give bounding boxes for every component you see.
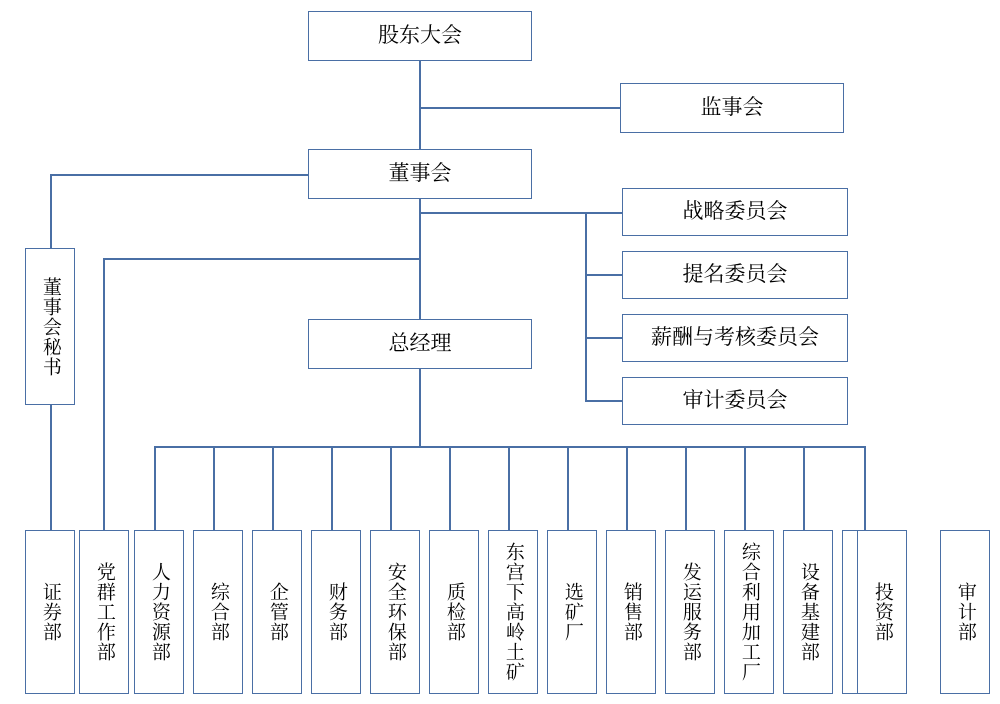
node-audit-dept[interactable]: 审计部 [940, 530, 990, 694]
connector-dept-drop [744, 446, 746, 530]
connector-committee-nomination [585, 274, 623, 276]
node-comprehensive-processing-plant[interactable]: 综合利用加工厂 [724, 530, 774, 694]
connector-dept-drop [567, 446, 569, 530]
node-logistics-dept[interactable]: 发运服务部 [665, 530, 715, 694]
node-board-of-directors[interactable]: 董事会 [308, 149, 532, 199]
node-finance-dept[interactable]: 财务部 [311, 530, 361, 694]
node-supervisory-board[interactable]: 监事会 [620, 83, 844, 133]
node-equipment-dept[interactable]: 设备基建部 [783, 530, 833, 694]
node-compensation-committee[interactable]: 薪酬与考核委员会 [622, 314, 848, 362]
node-strategy-committee[interactable]: 战略委员会 [622, 188, 848, 236]
connector-party-work [103, 258, 421, 260]
connector-committee-compensation [585, 337, 623, 339]
connector-dept-drop [272, 446, 274, 530]
node-general-manager[interactable]: 总经理 [308, 319, 532, 369]
connector-dept-drop [390, 446, 392, 530]
node-donggong-mine[interactable]: 东宫下高岭土矿 [488, 530, 538, 694]
node-enterprise-mgmt-dept[interactable]: 企管部 [252, 530, 302, 694]
connector-dept-drop [626, 446, 628, 530]
node-nomination-committee[interactable]: 提名委员会 [622, 251, 848, 299]
connector-dept-drop [803, 446, 805, 530]
node-general-affairs-dept[interactable]: 综合部 [193, 530, 243, 694]
node-quality-dept[interactable]: 质检部 [429, 530, 479, 694]
connector-committee-bus [585, 212, 587, 400]
connector-secretary-down [50, 174, 52, 248]
node-investment-dept[interactable]: 投资部 [857, 530, 907, 694]
connector-dept-drop [331, 446, 333, 530]
connector-committee-audit [585, 400, 623, 402]
connector-dept-drop [685, 446, 687, 530]
node-sales-dept[interactable]: 销售部 [606, 530, 656, 694]
connector-supervisory [419, 107, 622, 109]
connector-dept-drop [213, 446, 215, 530]
connector-dept-drop [154, 446, 156, 530]
connector-gm-down [419, 367, 421, 447]
node-audit-committee[interactable]: 审计委员会 [622, 377, 848, 425]
node-safety-env-dept[interactable]: 安全环保部 [370, 530, 420, 694]
connector-party-work-down [103, 258, 105, 530]
node-securities-dept[interactable]: 证券部 [25, 530, 75, 694]
connector-board-secretary [50, 174, 310, 176]
connector-securities-down [50, 405, 52, 530]
node-shareholders[interactable]: 股东大会 [308, 11, 532, 61]
connector-dept-drop [508, 446, 510, 530]
connector-audit-dept-down [864, 446, 866, 530]
node-hr-dept[interactable]: 人力资源部 [134, 530, 184, 694]
connector-department-bus [154, 446, 865, 448]
node-party-work-dept[interactable]: 党群工作部 [79, 530, 129, 694]
node-ore-dressing-plant[interactable]: 选矿厂 [547, 530, 597, 694]
connector-dept-drop [449, 446, 451, 530]
node-board-secretary[interactable]: 董事会秘书 [25, 248, 75, 405]
connector-committee-strategy [419, 212, 623, 214]
